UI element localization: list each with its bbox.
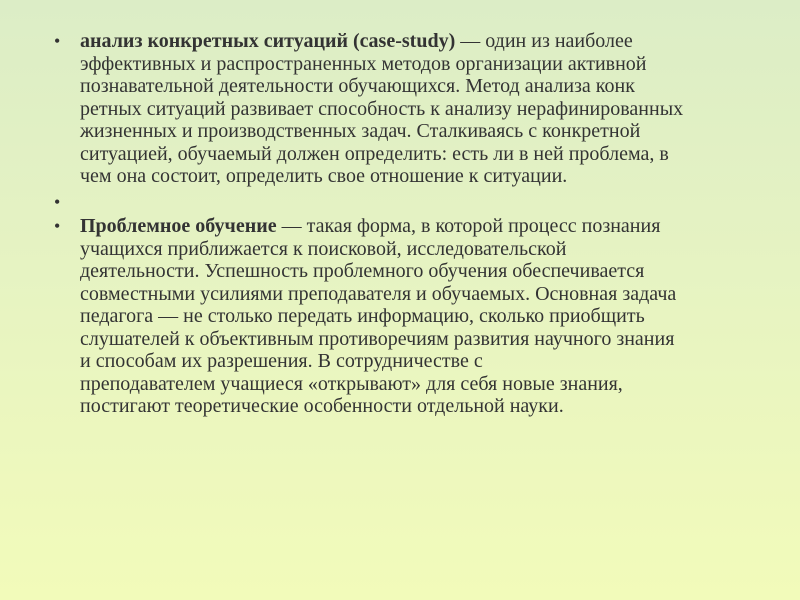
text-line: и способам их разрешения. В сотрудничестве с — [80, 350, 483, 372]
bold-term: Проблемное обучение — [80, 215, 277, 237]
text-line: ретных ситуаций развивает способность к анализу нерафинированных — [80, 97, 684, 120]
text-line: чем она состоит, определить свое отношение к ситуации. — [80, 165, 568, 187]
bullet-icon: • — [54, 216, 61, 236]
text-line: слушателей к объективным противоречиям развития научного знания — [80, 327, 675, 350]
text-line: эффективных и распространенных методов организации активной — [80, 52, 647, 75]
text-line: ситуацией, обучаемый должен определить: есть ли в ней проблема, в — [80, 142, 669, 165]
text-line: деятельности. Успешность проблемного обучения обеспечивается — [80, 260, 645, 282]
bullet-icon: • — [54, 31, 61, 51]
text-line: педагога — не столько передать информацию, сколько приобщить — [80, 305, 645, 327]
text-line: жизненных и производственных задач. Сталкиваясь с конкретной — [80, 120, 641, 142]
bullet-item-problem-learning — [50, 215, 770, 418]
text-line — [80, 30, 770, 53]
text-line — [80, 215, 770, 238]
bullet-item-empty — [50, 191, 770, 214]
text-line: преподавателем учащиеся «открывают» для себя новые знания, — [80, 372, 623, 395]
text-line: учащихся приближается к поисковой, исследовательской — [80, 237, 567, 260]
text-fragment: — такая форма, в которой процесс познания — [276, 215, 661, 237]
bullet-icon: • — [54, 191, 61, 212]
bullet-list — [50, 30, 770, 418]
text-line: совместными усилиями преподавателя и обучаемых. Основная задача — [80, 282, 677, 305]
bold-term: анализ конкретных ситуаций (case-study) — [80, 30, 456, 52]
text-line: познавательной деятельности обучающихся. Метод анализа конк — [80, 75, 635, 97]
text-line: постигают теоретические особенности отдельной науки. — [80, 395, 564, 417]
text-fragment: — один из наиболее — [455, 30, 633, 52]
bullet-item-case-study — [50, 30, 770, 188]
